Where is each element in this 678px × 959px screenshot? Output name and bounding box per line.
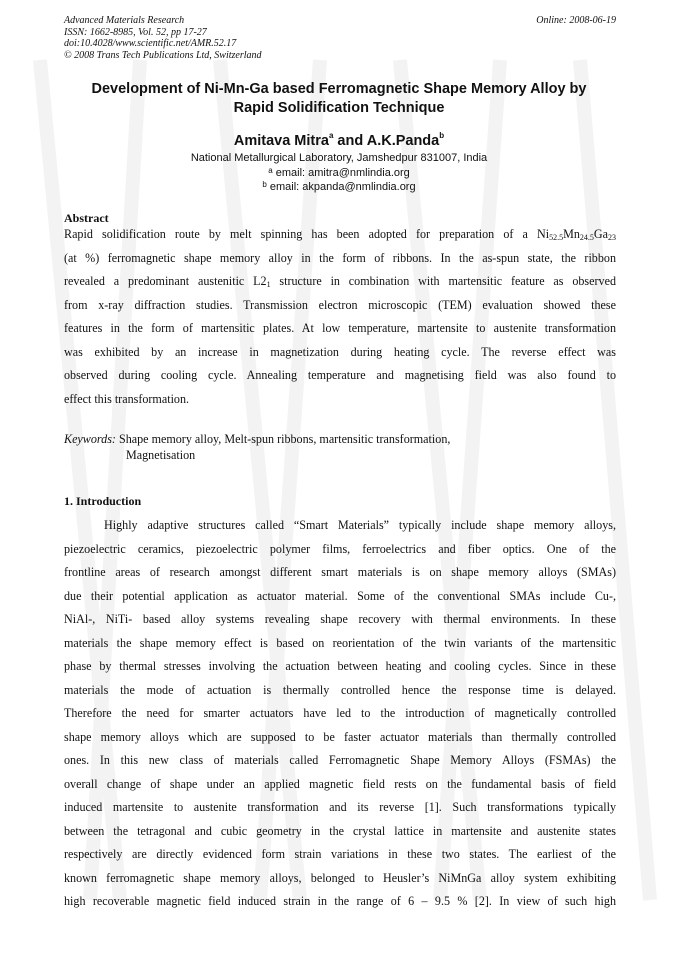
issn: ISSN: 1662-8985, Vol. 52, pp 17-27 [64, 26, 207, 38]
emails [0, 166, 678, 194]
abstract-body [64, 223, 616, 411]
author-1: Amitava Mitra [233, 133, 329, 149]
paragraph-line: known ferromagnetic shape memory alloys, belonged to Heusler’s NiMnGa alloy system exhibiting [64, 870, 616, 885]
doi: doi:10.4028/www.scientific.net/AMR.52.17 [64, 38, 237, 50]
keywords-line-1: Shape memory alloy, Melt-spun ribbons, martensitic transformation, [115, 432, 451, 446]
keywords [64, 431, 450, 463]
abstract-text: structure in combination with martensitic feature as observed [270, 274, 616, 288]
email-b-sup: b [262, 180, 267, 189]
paragraph-line: overall change of shape under an applied magnetic field rests on the fundamental basis of field [64, 776, 616, 791]
abstract-text: revealed a predominant austenitic L2 [64, 274, 267, 288]
paragraph-line: piezoelectric ceramics, piezoelectric polymer films, ferroelectrics and fiber optics. One of the [64, 541, 616, 556]
paragraph-line: respectively are directly evidenced form strain variations in these two states. The earliest of the [64, 847, 616, 861]
email-a-sup: a [268, 166, 273, 175]
abstract-line: from x-ray diffraction studies. Transmission electron microscopic (TEM) evaluation showed these [64, 297, 616, 312]
journal-name: Advanced Materials Research [64, 15, 185, 26]
paragraph-line: due their potential application as actuator material. Some of the conventional SMAs include Cu-, [64, 588, 616, 603]
abstract-line [64, 223, 616, 247]
paragraph-line: Highly adaptive structures called “Smart Materials” typically include shape memory alloys, [104, 518, 616, 532]
email-a-text: email: amitra@nmlindia.org [272, 167, 410, 179]
subscript: 52.5 [549, 233, 564, 242]
abstract-text: Rapid solidification route by melt spinning has been adopted for preparation of a Ni [64, 227, 550, 241]
authors [0, 133, 678, 149]
introduction-heading: 1. Introduction [64, 494, 142, 508]
abstract-line [64, 270, 616, 294]
subscript: 23 [608, 233, 616, 242]
author-1-sup: a [328, 131, 334, 140]
subscript: 1 [266, 280, 271, 289]
abstract-line: effect this transformation. [64, 391, 190, 406]
email-a [0, 166, 678, 180]
paragraph-line: between the tetragonal and cubic geometry in the crystal lattice in martensite and austenite states [64, 823, 616, 838]
paper-title [50, 80, 628, 118]
author-and: and [333, 133, 367, 149]
keywords-label: Keywords: [64, 432, 116, 446]
title-line-2: Rapid Solidification Technique [233, 100, 445, 116]
title-line-1: Development of Ni-Mn-Ga based Ferromagnetic Shape Memory Alloy by [91, 81, 587, 97]
copyright: © 2008 Trans Tech Publications Ltd, Switzerland [64, 49, 262, 61]
abstract-line: (at %) ferromagnetic shape memory alloy in the form of ribbons. In the as-spun state, the ribbon [64, 250, 616, 265]
abstract-line: features in the form of martensitic plates. At low temperature, martensite to austenite transformation [64, 321, 616, 335]
introduction-body [64, 514, 616, 914]
email-b-text: email: akpanda@nmlindia.org [266, 181, 416, 193]
paragraph-line: shape memory alloys which are supposed to be faster actuator materials than thermally controlled [64, 729, 616, 744]
paragraph-line: NiAl-, NiTi- based alloy systems revealing shape recovery with thermal environments. In these [64, 612, 616, 626]
journal-header [64, 15, 616, 61]
abstract-line: observed during cooling cycle. Annealing temperature and magnetising field was also found to [64, 368, 616, 382]
paragraph-line: materials the mode of actuation is thermally controlled hence the response time is delayed. [64, 682, 616, 697]
paragraph-line: Therefore the need for smarter actuators have led to the introduction of magnetically controlled [64, 706, 616, 720]
paragraph-line: frontline areas of research amongst different smart materials is on shape memory alloys (SMAs) [64, 565, 616, 579]
abstract-heading: Abstract [64, 211, 109, 225]
paragraph-line: induced martensite to austenite transformation and its reverse [1]. Such transformations typically [64, 800, 616, 814]
affiliation: National Metallurgical Laboratory, Jamshedpur 831007, India [190, 152, 488, 164]
paragraph-line: ones. In this new class of materials called Ferromagnetic Shape Memory Alloys (FSMAs) the [64, 753, 616, 767]
paragraph-line: phase by thermal stresses involving the actuation between heating and cooling cycles. Since in these [64, 659, 616, 673]
email-b [0, 180, 678, 194]
abstract-text: Ga [593, 227, 608, 241]
online-date: Online: 2008-06-19 [536, 15, 616, 26]
subscript: 24.5 [579, 233, 594, 242]
abstract-line: was exhibited by an increase in magnetization during heating cycle. The reverse effect was [64, 344, 616, 359]
paragraph-line: high recoverable magnetic field induced strain in the range of 6 – 9.5 % [2]. In view of such high [64, 894, 616, 908]
paragraph-line: materials the shape memory effect is based on reorientation of the twin variants of the martensitic [64, 635, 616, 650]
author-2: A.K.Panda [366, 133, 440, 149]
abstract-text: Mn [563, 227, 580, 241]
author-2-sup: b [439, 131, 445, 140]
keywords-line-2: Magnetisation [126, 448, 196, 462]
